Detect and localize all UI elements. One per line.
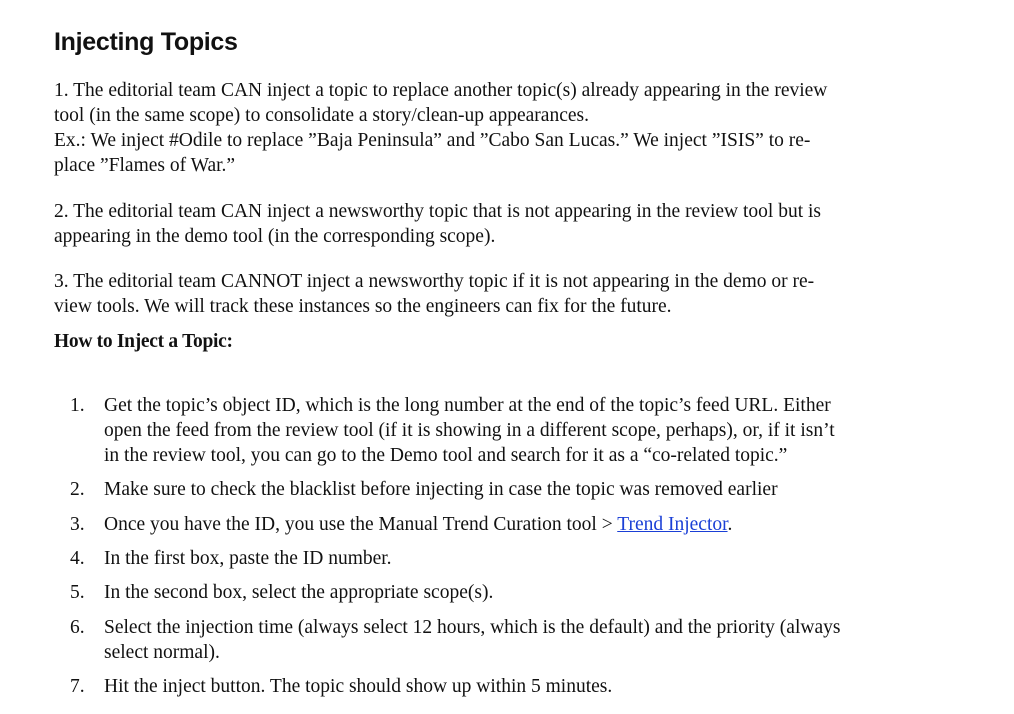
list-item-text	[104, 546, 950, 571]
text-line: .	[727, 514, 733, 535]
list-item-text	[104, 477, 950, 502]
text-line: Select the injection time (always select 12 hours, which is the default) and the priority (always	[104, 617, 841, 638]
list-number: 3.	[70, 514, 85, 535]
list-number: 1.	[70, 395, 85, 416]
rule-paragraph-3	[54, 269, 954, 319]
list-item-text	[104, 512, 950, 537]
text-line: Hit the inject button. The topic should show up within 5 minutes.	[104, 676, 613, 697]
rule-paragraph-2	[54, 199, 954, 249]
text-line: Once you have the ID, you use the Manual Trend Curation tool >	[104, 514, 618, 535]
text-line: 2. The editorial team CAN inject a newsworthy topic that is not appearing in the review tool but is	[54, 201, 822, 222]
text-line: 3. The editorial team CANNOT inject a newsworthy topic if it is not appearing in the demo or re-	[54, 271, 815, 292]
how-to-heading: How to Inject a Topic:	[54, 331, 233, 352]
list-number: 5.	[70, 582, 85, 603]
list-item	[70, 615, 950, 665]
list-item	[70, 580, 950, 605]
list-item-text	[104, 580, 950, 605]
text-line: In the second box, select the appropriate scope(s).	[104, 582, 494, 603]
list-item	[70, 674, 950, 699]
text-line: tool (in the same scope) to consolidate a story/clean-up appearances.	[54, 105, 589, 126]
list-item	[70, 546, 950, 571]
text-line: select normal).	[104, 642, 220, 663]
list-number: 4.	[70, 548, 85, 569]
text-line: Ex.: We inject #Odile to replace ”Baja Peninsula” and ”Cabo San Lucas.” We inject ”ISIS” to re-	[54, 130, 811, 151]
list-item-text	[104, 615, 950, 665]
trend-injector-link[interactable]: Trend Injector	[617, 514, 728, 535]
list-item	[70, 393, 950, 468]
text-line: Make sure to check the blacklist before injecting in case the topic was removed earlier	[104, 479, 778, 500]
text-line: view tools. We will track these instances so the engineers can fix for the future.	[54, 296, 672, 317]
text-line: Get the topic’s object ID, which is the long number at the end of the topic’s feed URL. Either	[104, 395, 831, 416]
list-item	[70, 477, 950, 502]
list-item-text	[104, 674, 950, 699]
text-line: 1. The editorial team CAN inject a topic to replace another topic(s) already appearing in the review	[54, 80, 828, 101]
list-number: 6.	[70, 617, 85, 638]
list-item	[70, 512, 950, 537]
rule-paragraph-1	[54, 78, 954, 178]
list-number: 7.	[70, 676, 85, 697]
text-line: open the feed from the review tool (if it is showing in a different scope, perhaps), or, if it isn’t	[104, 420, 835, 441]
list-number: 2.	[70, 479, 85, 500]
page-title: Injecting Topics	[54, 28, 238, 56]
text-line: place ”Flames of War.”	[54, 155, 236, 176]
text-line: appearing in the demo tool (in the corresponding scope).	[54, 226, 496, 247]
text-line: in the review tool, you can go to the Demo tool and search for it as a “co-related topic.”	[104, 445, 788, 466]
text-line: In the first box, paste the ID number.	[104, 548, 392, 569]
list-item-text	[104, 393, 950, 468]
